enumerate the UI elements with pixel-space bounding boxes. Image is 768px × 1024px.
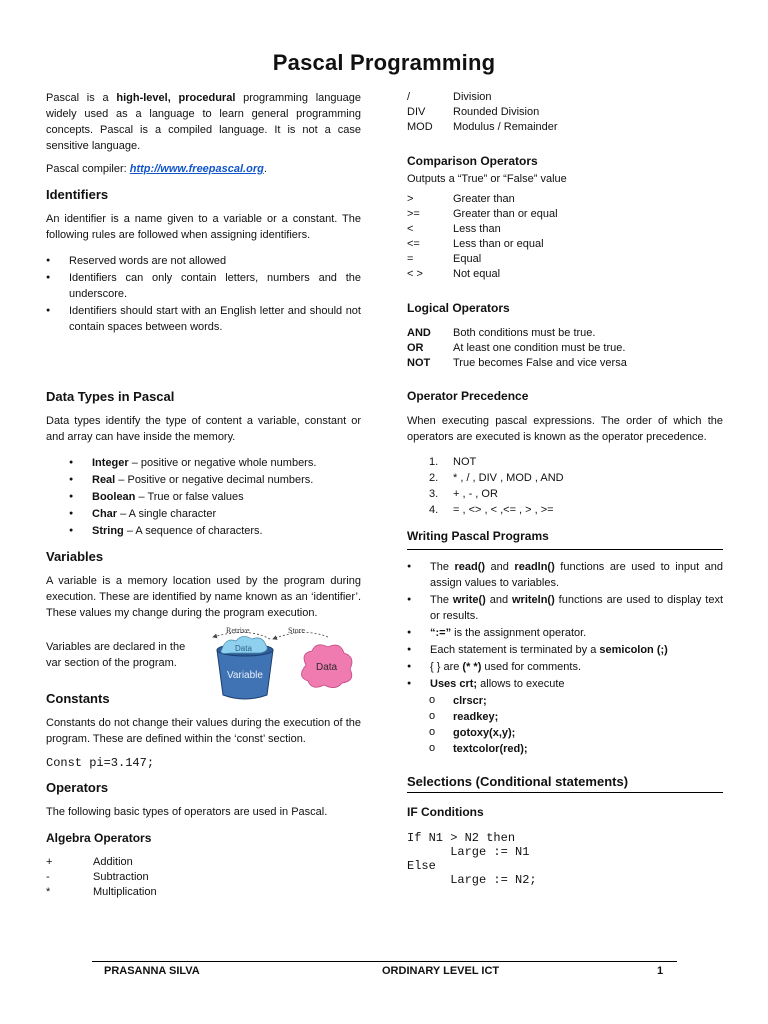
list-item: ● The write() and writeln() functions are used to display text or results.: [407, 592, 723, 624]
intro-text: Pascal is a: [46, 92, 117, 104]
comparison-heading: Comparison Operators: [407, 154, 538, 168]
list-item: 3. + , - , OR: [429, 488, 498, 500]
variables-heading: Variables: [46, 549, 104, 564]
table-row: DIV Rounded Division: [407, 106, 540, 118]
comparison-subtext: Outputs a “True” or “False” value: [407, 173, 567, 185]
variables-declared-text: Variables are declared in the var section of the program.: [46, 641, 186, 669]
algebra-heading: Algebra Operators: [46, 831, 152, 845]
comparison-table: [407, 192, 723, 282]
table-row: * Multiplication: [46, 886, 157, 898]
list-item: ● Reserved words are not allowed: [46, 253, 361, 269]
left-column: [46, 90, 361, 900]
list-item: ● String – A sequence of characters.: [46, 523, 361, 539]
list-item: o gotoxy(x,y);: [407, 725, 723, 741]
table-row: / Division: [407, 91, 492, 103]
intro-bold: high-level, procedural: [116, 92, 236, 104]
store-label: Store: [288, 626, 305, 635]
algebra-table: [46, 855, 361, 900]
variables-figure-row: [46, 625, 361, 695]
list-item: ● { } are (* *) used for comments.: [407, 659, 723, 675]
table-row: MOD Modulus / Remainder: [407, 121, 558, 133]
table-row: <= Less than or equal: [407, 238, 544, 250]
footer-course: ORDINARY LEVEL ICT: [382, 965, 500, 977]
cloud-icon: [301, 645, 352, 688]
identifiers-text: An identifier is a name given to a variable or a constant. The following rules are followed when assigning identifiers.: [46, 213, 361, 241]
page-title: Pascal Programming: [272, 50, 496, 75]
list-item: ● The read() and readln() functions are used to input and assign values to variables.: [407, 559, 723, 591]
list-item: 4. = , <> , < ,<= , > , >=: [429, 504, 554, 516]
if-code-block: If N1 > N2 then Large := N1 Else Large := N2;: [407, 831, 537, 887]
table-row: = Equal: [407, 253, 482, 265]
writing-list: [407, 559, 723, 692]
table-row: < Less than: [407, 223, 501, 235]
compiler-link[interactable]: http://www.freepascal.org: [129, 163, 264, 175]
identifier-rules: [46, 253, 361, 335]
list-item: ● Char – A single character: [46, 506, 361, 522]
constants-text: Constants do not change their values during the execution of the program. These are defined within the ‘const’ section.: [46, 717, 361, 745]
cloud-data-label: Data: [316, 662, 338, 673]
table-row: < > Not equal: [407, 268, 501, 280]
list-item: o clrscr;: [407, 693, 723, 709]
retrive-label: Retrive: [226, 626, 250, 635]
list-item: 1. NOT: [429, 456, 477, 468]
data-types-heading: Data Types in Pascal: [46, 389, 175, 404]
intro-text-rest: programming language widely used as a language to learn general programming concepts. Pascal is a compiled language. It is not a case sensitive language.: [46, 92, 361, 152]
table-row: - Subtraction: [46, 871, 149, 883]
precedence-text: When executing pascal expressions. The order of which the operators are executed is known as the operator precedence.: [407, 415, 723, 443]
list-item: ● Each statement is terminated by a semicolon (;): [407, 642, 723, 658]
variables-text: A variable is a memory location used by the program during execution. These are identified by name known as an ‘identifier’. These values my change during the program execution.: [46, 575, 361, 619]
list-item: 2. * , / , DIV , MOD , AND: [429, 472, 564, 484]
bucket-icon: [217, 636, 273, 699]
list-item: o textcolor(red);: [407, 741, 723, 757]
bucket-variable-label: Variable: [227, 670, 263, 681]
algebra-table-continued: [407, 90, 723, 135]
compiler-end: .: [263, 163, 267, 175]
operators-text: The following basic types of operators are used in Pascal.: [46, 806, 328, 818]
variable-diagram: [208, 625, 358, 705]
operators-heading: Operators: [46, 780, 109, 795]
list-item: ● Real – Positive or negative decimal numbers.: [46, 472, 361, 488]
table-row: OR At least one condition must be true.: [407, 342, 626, 354]
precedence-heading: Operator Precedence: [407, 389, 529, 403]
list-item: ● Integer – positive or negative whole numbers.: [46, 455, 361, 471]
table-row: AND Both conditions must be true.: [407, 327, 596, 339]
constants-heading: Constants: [46, 691, 110, 706]
constants-code: Const pi=3.147;: [46, 756, 155, 770]
data-types-text: Data types identify the type of content a variable, constant or and array can have inside the memory.: [46, 415, 361, 443]
bucket-data-label: Data: [235, 644, 252, 653]
right-column: [407, 90, 723, 887]
footer-author: PRASANNA SILVA: [104, 965, 200, 977]
selections-heading: Selections (Conditional statements): [407, 774, 723, 793]
list-item: ● Identifiers should start with an English letter and should not contain spaces between words.: [46, 303, 361, 335]
list-item: ● Boolean – True or false values: [46, 489, 361, 505]
footer-page-number: 1: [657, 965, 664, 977]
table-row: + Addition: [46, 856, 133, 868]
logical-table: [407, 326, 723, 371]
data-types-list: [46, 455, 361, 539]
compiler-line: [46, 161, 361, 177]
precedence-list: [407, 454, 723, 518]
writing-heading: Writing Pascal Programs: [407, 529, 723, 550]
if-conditions-heading: IF Conditions: [407, 805, 484, 819]
table-row: > Greater than: [407, 193, 515, 205]
crt-list: [407, 693, 723, 757]
intro-paragraph: [46, 90, 361, 154]
table-row: >= Greater than or equal: [407, 208, 558, 220]
compiler-label: Pascal compiler:: [46, 163, 130, 175]
list-item: ● Uses crt; allows to execute: [407, 676, 723, 692]
logical-heading: Logical Operators: [407, 301, 510, 315]
table-row: NOT True becomes False and vice versa: [407, 357, 627, 369]
page-footer: [92, 961, 677, 980]
list-item: o readkey;: [407, 709, 723, 725]
identifiers-heading: Identifiers: [46, 187, 109, 202]
list-item: ● “:=” is the assignment operator.: [407, 625, 723, 641]
list-item: ● Identifiers can only contain letters, numbers and the underscore.: [46, 270, 361, 302]
